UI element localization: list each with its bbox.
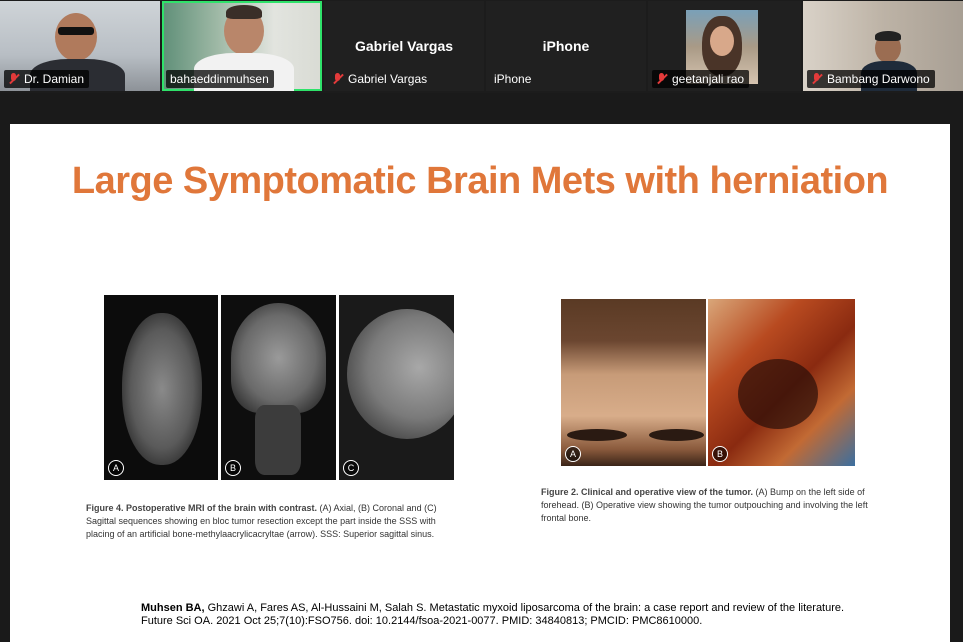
participant-nameplate bbox=[652, 70, 749, 88]
surgical-field-shape bbox=[738, 359, 818, 429]
mri-face-structure bbox=[255, 405, 301, 475]
participant-hair bbox=[875, 31, 901, 41]
mri-coronal-image bbox=[221, 295, 336, 480]
microphone-muted-icon bbox=[811, 73, 823, 85]
panel-label: C bbox=[343, 460, 359, 476]
mri-brain-shape bbox=[122, 313, 202, 465]
panel-label: A bbox=[565, 446, 581, 462]
operative-view-photo bbox=[708, 299, 855, 466]
participant-name: geetanjali rao bbox=[672, 72, 745, 86]
participant-name: Gabriel Vargas bbox=[348, 72, 428, 86]
participant-nameplate bbox=[4, 70, 89, 88]
participant-strip bbox=[0, 0, 963, 93]
caption-body: (A) Axial, (B) Coronal and (C) Sagittal sequences showing en bloc tumor resection except the part inside the SSS with placing of an artificial bone-methylaacrylicacryltae (arrow). SSS: Superior sagittal sinus. bbox=[86, 503, 437, 539]
eyebrow-shape bbox=[567, 429, 627, 441]
participant-nameplate bbox=[490, 70, 536, 88]
mri-brain-shape bbox=[347, 309, 454, 439]
microphone-muted-icon bbox=[656, 73, 668, 85]
participant-name: Bambang Darwono bbox=[827, 72, 930, 86]
slide-title: Large Symptomatic Brain Mets with herniation bbox=[71, 160, 889, 202]
citation-first-author: Muhsen BA, bbox=[141, 602, 205, 614]
microphone-muted-icon bbox=[8, 73, 20, 85]
participant-center-name: iPhone bbox=[542, 38, 590, 54]
mri-sagittal-image bbox=[339, 295, 454, 480]
microphone-muted-icon bbox=[332, 73, 344, 85]
caption-heading: Figure 4. Postoperative MRI of the brain with contrast. bbox=[86, 503, 318, 513]
participant-center-name: Gabriel Vargas bbox=[354, 38, 454, 54]
mri-brain-shape bbox=[231, 303, 326, 413]
forehead-photo bbox=[561, 299, 706, 466]
participant-name: Dr. Damian bbox=[24, 72, 85, 86]
citation-body: Ghzawi A, Fares AS, Al-Hussaini M, Salah S. Metastatic myxoid liposarcoma of the brain: a case report and review of the literature. Future Sci OA. 2021 Oct 25;7(10):FSO756. doi: 10.2144/fsoa-2021-0077. PMID: 34840813; PMCID: PMC8610000. bbox=[141, 602, 845, 627]
eyebrow-shape bbox=[649, 429, 704, 441]
participant-nameplate bbox=[328, 70, 432, 88]
caption-body: (A) Bump on the left side of forehead. (B) Operative view showing the tumor outpouching and involving the left frontal bone. bbox=[541, 487, 868, 523]
figure-4-caption bbox=[86, 502, 466, 541]
figure-2-caption bbox=[541, 486, 871, 525]
participant-name: bahaeddinmuhsen bbox=[170, 72, 269, 86]
participant-tile-bambang-darwono[interactable] bbox=[803, 1, 963, 91]
shared-screen-slide bbox=[10, 124, 950, 642]
participant-tile-bahaeddinmuhsen[interactable] bbox=[162, 1, 322, 91]
citation-reference bbox=[141, 602, 861, 628]
participant-tile-geetanjali-rao[interactable] bbox=[648, 1, 801, 91]
participant-nameplate bbox=[807, 70, 935, 88]
caption-heading: Figure 2. Clinical and operative view of the tumor. bbox=[541, 487, 754, 497]
participant-tile-dr-damian[interactable] bbox=[0, 1, 160, 91]
panel-label: B bbox=[225, 460, 241, 476]
participant-tile-gabriel-vargas[interactable] bbox=[324, 1, 484, 91]
glasses-icon bbox=[58, 27, 94, 35]
participant-hair bbox=[226, 5, 262, 19]
mri-axial-image bbox=[104, 295, 218, 480]
participant-avatar bbox=[55, 13, 97, 61]
panel-label: B bbox=[712, 446, 728, 462]
participant-name: iPhone bbox=[494, 72, 532, 86]
participant-tile-iphone[interactable] bbox=[486, 1, 646, 91]
participant-nameplate bbox=[166, 70, 274, 88]
participant-face bbox=[710, 26, 734, 56]
panel-label: A bbox=[108, 460, 124, 476]
